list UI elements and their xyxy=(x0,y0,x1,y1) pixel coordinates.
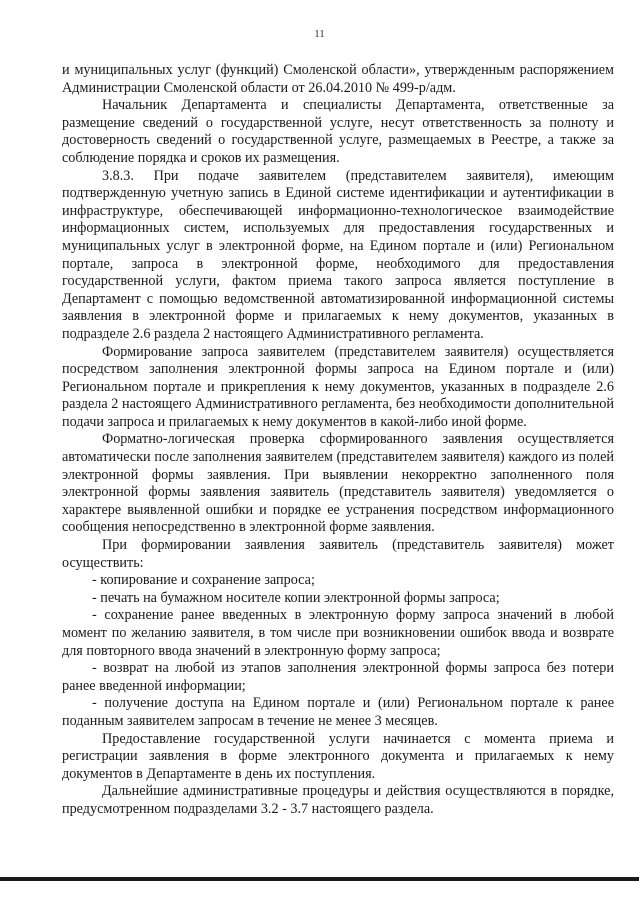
list-item: - возврат на любой из этапов заполнения электронной формы запроса без потери ранее введенной информации; xyxy=(62,660,614,694)
paragraph-continuation: и муниципальных услуг (функций) Смоленской области», утвержденным распоряжением Администрации Смоленской области от 26.04.2010 № 499-р/адм. xyxy=(62,62,614,96)
paragraph-3-8-3: 3.8.3. При подаче заявителем (представителем заявителя), имеющим подтвержденную учетную запись в Единой системе идентификации и аутентификации в инфраструктуре, обеспечивающей информационно-технологическое взаимодействие информационных систем, используемых для предоставления государственных и муниципальных услуг в электронной форме, на Едином портале и (или) Региональном портале, запроса в электронной форме, необходимого для предоставления государственной услуги, фактом приема такого запроса является поступление в Департамент с помощью ведомственной автоматизированной информационной системы заявления в электронной форме и прилагаемых к нему документов, указанных в подразделе 2.6 раздела 2 настоящего Административного регламента. xyxy=(62,167,614,342)
page-number: 11 xyxy=(314,28,325,40)
paragraph-format-check: Форматно-логическая проверка сформированного заявления осуществляется автоматически после заполнения заявителем (представителем заявителя) каждого из полей электронной формы заявления. При выявлении некорректно заполненного поля электронной формы заявления заявитель (представитель заявителя) уведомляется о характере выявленной ошибки и порядке ее устранения посредством информационного сообщения непосредственно в электронной форме заявления. xyxy=(62,431,614,536)
paragraph-applicant-can: При формировании заявления заявитель (представитель заявителя) может осуществить: xyxy=(62,537,614,571)
paragraph-request-formation: Формирование запроса заявителем (представителем заявителя) осуществляется посредством заполнения электронной формы запроса на Едином портале и (или) Региональном портале и прикрепления к нему документов, указанных в подразделе 2.6 раздела 2 настоящего Административного регламента, без необходимости дополнительной подачи запроса и прилагаемых к нему документов в какой-либо иной форме. xyxy=(62,343,614,430)
list-item: - получение доступа на Едином портале и (или) Региональном портале к ранее поданным заявителем запросам в течение не менее 3 месяцев. xyxy=(62,695,614,729)
bottom-rule xyxy=(0,877,639,881)
list-item: - сохранение ранее введенных в электронную форму запроса значений в любой момент по желанию заявителя, в том числе при возникновении ошибок ввода и возврате для повторного ввода значений в электронную форму запроса; xyxy=(62,607,614,659)
paragraph-responsibility: Начальник Департамента и специалисты Департамента, ответственные за размещение сведений о государственной услуге, несут ответственность за полноту и достоверность сведений о государственной услуге, размещаемых в Реестре, а также за соблюдение порядка и сроков их размещения. xyxy=(62,97,614,166)
list-item: - копирование и сохранение запроса; xyxy=(92,572,315,589)
paragraph-service-start: Предоставление государственной услуги начинается с момента приема и регистрации заявления в форме электронного документа и прилагаемых к нему документов в Департаменте в день их поступления. xyxy=(62,730,614,782)
paragraph-further-procedures: Дальнейшие административные процедуры и действия осуществляются в порядке, предусмотренном подразделами 3.2 - 3.7 настоящего раздела. xyxy=(62,783,614,817)
list-item: - печать на бумажном носителе копии электронной формы запроса; xyxy=(92,589,500,606)
document-body xyxy=(62,62,614,819)
